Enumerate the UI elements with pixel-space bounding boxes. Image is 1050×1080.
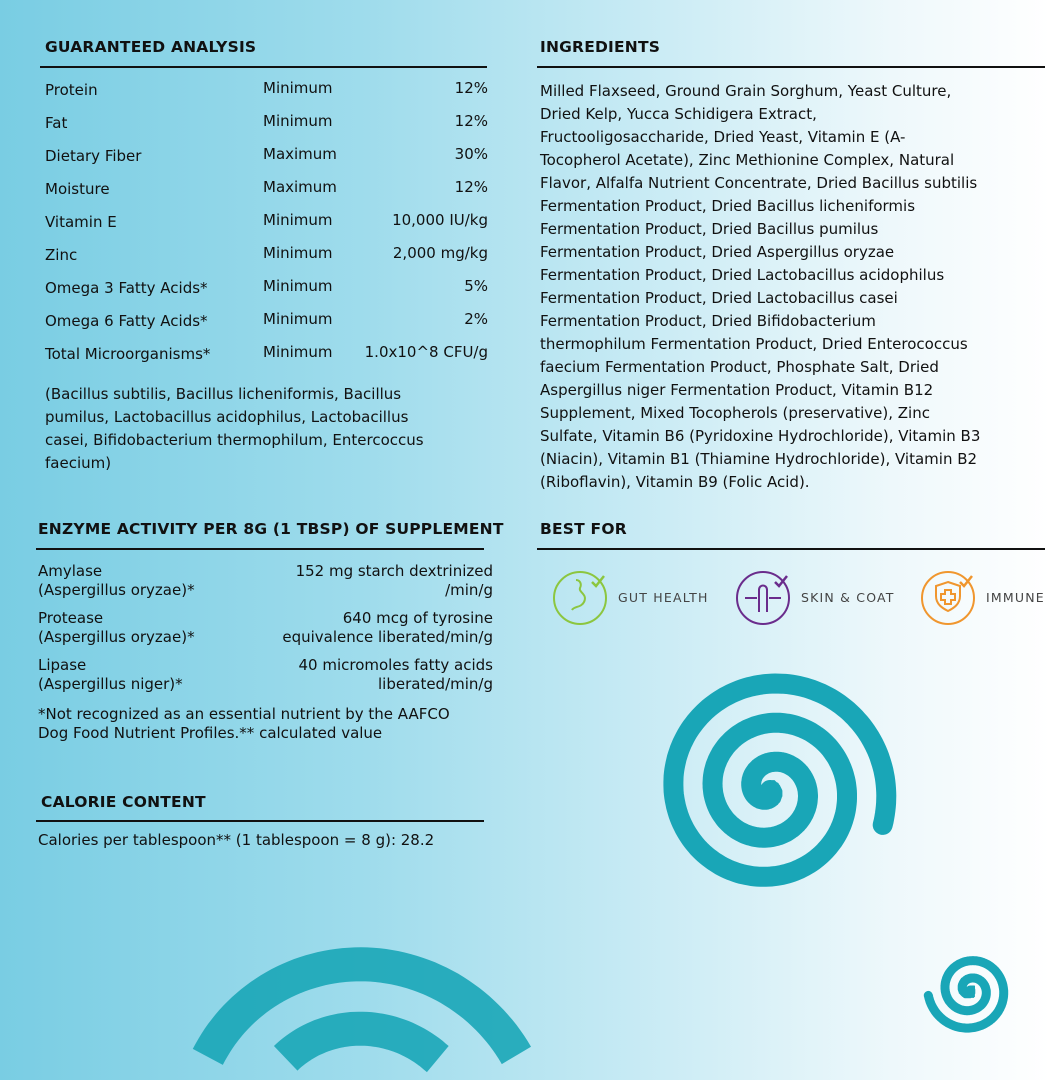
- footnote-line: *Not recognized as an essential nutrient by the AAFCO: [38, 705, 450, 723]
- footnote-line: Dog Food Nutrient Profiles.** calculated value: [38, 724, 383, 742]
- text-line: (Riboflavin), Vitamin B9 (Folic Acid).: [540, 473, 810, 491]
- analysis-value: 30%: [454, 145, 488, 163]
- enzyme-label: Protease: [38, 609, 104, 627]
- spiral-bottom-icon: [208, 964, 517, 1059]
- analysis-value: 10,000 IU/kg: [392, 211, 488, 229]
- enzyme-title: ENZYME ACTIVITY PER 8G (1 TBSP) OF SUPPLEMENT: [38, 520, 504, 538]
- text-line: faecium Fermentation Product, Phosphate Salt, Dried: [540, 358, 939, 376]
- enzyme-value-line: 640 mcg of tyrosine: [342, 609, 493, 627]
- best-for-item: [552, 568, 709, 626]
- analysis-type: Minimum: [263, 277, 333, 295]
- text-line: Fermentation Product, Dried Lactobacillus casei: [540, 289, 898, 307]
- analysis-type: Minimum: [263, 79, 333, 97]
- text-line: Aspergillus niger Fermentation Product, Vitamin B12: [540, 381, 934, 399]
- shield-cross-check-icon: [920, 568, 978, 626]
- analysis-value: 2,000 mg/kg: [392, 244, 488, 262]
- text-line: Dried Kelp, Yucca Schidigera Extract,: [540, 105, 817, 123]
- text-line: Tocopherol Acetate), Zinc Methionine Complex, Natural: [540, 151, 955, 169]
- analysis-value: 12%: [454, 112, 488, 130]
- text-line: Fermentation Product, Dried Lactobacillus acidophilus: [540, 266, 945, 284]
- enzyme-value: [299, 656, 494, 694]
- analysis-type: Minimum: [263, 343, 333, 361]
- calorie-title: CALORIE CONTENT: [41, 793, 206, 811]
- analysis-value: 1.0x10^8 CFU/g: [364, 343, 488, 361]
- analysis-name: Zinc: [45, 246, 78, 264]
- text-line: Flavor, Alfalfa Nutrient Concentrate, Dried Bacillus subtilis: [540, 174, 978, 192]
- analysis-name: Total Microorganisms*: [45, 345, 211, 363]
- best-for-label: SKIN & COAT: [801, 589, 895, 605]
- analysis-name: Omega 3 Fatty Acids*: [45, 279, 208, 297]
- enzyme-name: [38, 609, 195, 647]
- enzyme-value-line: 40 micromoles fatty acids: [298, 656, 493, 674]
- best-for-title: BEST FOR: [540, 520, 627, 538]
- text-line: thermophilum Fermentation Product, Dried Enterococcus: [540, 335, 968, 353]
- enzyme-value-line: equivalence liberated/min/g: [282, 628, 493, 646]
- text-line: Sulfate, Vitamin B6 (Pyridoxine Hydrochloride), Vitamin B3: [540, 427, 981, 445]
- analysis-type: Minimum: [263, 310, 333, 328]
- spiral-logo-icon: [928, 961, 1003, 1029]
- analysis-type: Minimum: [263, 244, 333, 262]
- analysis-name: Vitamin E: [45, 213, 117, 231]
- enzyme-name: [38, 656, 183, 694]
- analysis-type: Minimum: [263, 112, 333, 130]
- guaranteed-analysis-title: GUARANTEED ANALYSIS: [45, 38, 257, 56]
- text-line: Fermentation Product, Dried Aspergillus oryzae: [540, 243, 895, 261]
- text-line: Fermentation Product, Dried Bacillus pumilus: [540, 220, 879, 238]
- analysis-type: Minimum: [263, 211, 333, 229]
- enzyme-value-line: liberated/min/g: [378, 675, 493, 693]
- ingredients-list: [540, 80, 980, 494]
- hair-follicle-check-icon: [735, 568, 793, 626]
- enzyme-value: [282, 609, 493, 647]
- enzyme-label: Amylase: [38, 562, 103, 580]
- divider: [36, 820, 484, 822]
- enzyme-name: [38, 562, 195, 600]
- ingredients-title: INGREDIENTS: [540, 38, 661, 56]
- analysis-type: Maximum: [263, 178, 337, 196]
- enzyme-source: (Aspergillus oryzae)*: [38, 581, 195, 599]
- text-line: (Niacin), Vitamin B1 (Thiamine Hydrochloride), Vitamin B2: [540, 450, 978, 468]
- text-line: faecium): [45, 454, 112, 472]
- stomach-check-icon: [552, 568, 610, 626]
- divider: [36, 548, 484, 550]
- best-for-item: [920, 568, 1045, 626]
- divider: [537, 548, 1045, 550]
- calorie-text: Calories per tablespoon** (1 tablespoon = 8 g): 28.2: [38, 831, 435, 849]
- best-for-label: GUT HEALTH: [618, 589, 709, 605]
- enzyme-value: [296, 562, 493, 600]
- text-line: casei, Bifidobacterium thermophilum, Entercoccus: [45, 431, 424, 449]
- enzyme-source: (Aspergillus oryzae)*: [38, 628, 195, 646]
- best-for-label: IMMUNE: [986, 589, 1045, 605]
- enzyme-source: (Aspergillus niger)*: [38, 675, 183, 693]
- text-line: Fermentation Product, Dried Bacillus licheniformis: [540, 197, 916, 215]
- text-line: Supplement, Mixed Tocopherols (preservative), Zinc: [540, 404, 930, 422]
- text-line: Fermentation Product, Dried Bifidobacterium: [540, 312, 876, 330]
- analysis-name: Moisture: [45, 180, 110, 198]
- divider: [537, 66, 1045, 68]
- footnote: [38, 705, 450, 743]
- divider: [40, 66, 487, 68]
- text-line: (Bacillus subtilis, Bacillus licheniformis, Bacillus: [45, 385, 402, 403]
- analysis-type: Maximum: [263, 145, 337, 163]
- analysis-name: Omega 6 Fatty Acids*: [45, 312, 208, 330]
- text-line: Milled Flaxseed, Ground Grain Sorghum, Yeast Culture,: [540, 82, 952, 100]
- microorganisms-list: [45, 383, 424, 475]
- analysis-value: 12%: [454, 79, 488, 97]
- analysis-value: 2%: [464, 310, 488, 328]
- analysis-name: Fat: [45, 114, 68, 132]
- enzyme-value-line: 152 mg starch dextrinized: [295, 562, 493, 580]
- analysis-value: 12%: [454, 178, 488, 196]
- spiral-large-icon: [673, 684, 886, 877]
- analysis-name: Protein: [45, 81, 98, 99]
- enzyme-value-line: /min/g: [445, 581, 493, 599]
- analysis-name: Dietary Fiber: [45, 147, 142, 165]
- text-line: pumilus, Lactobacillus acidophilus, Lactobacillus: [45, 408, 409, 426]
- text-line: Fructooligosaccharide, Dried Yeast, Vitamin E (A-: [540, 128, 906, 146]
- best-for-item: [735, 568, 895, 626]
- enzyme-label: Lipase: [38, 656, 87, 674]
- analysis-value: 5%: [464, 277, 488, 295]
